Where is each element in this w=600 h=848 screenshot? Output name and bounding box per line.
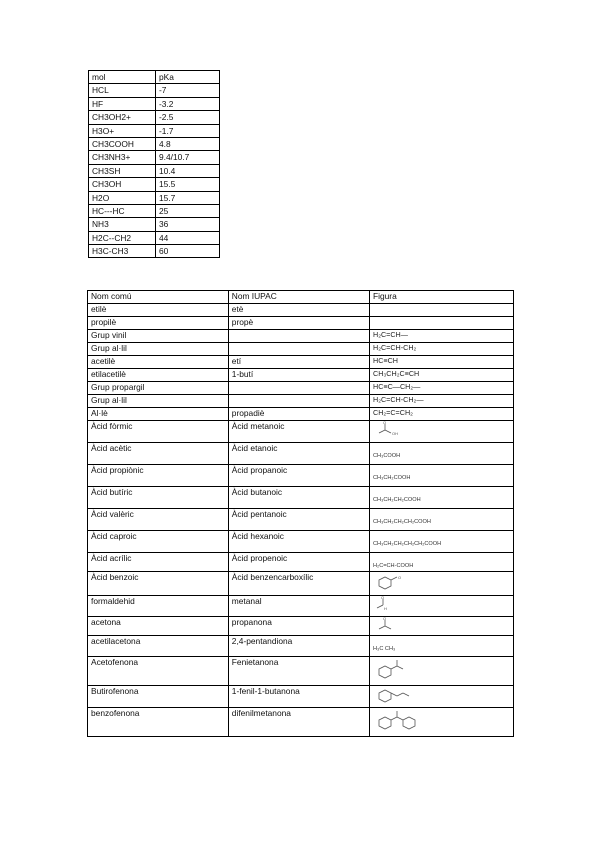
pka-header-pka: pKa	[156, 71, 220, 84]
iupac-name-cell: 2,4-pentandiona	[228, 636, 369, 657]
figure-cell	[370, 487, 514, 509]
names-row	[88, 553, 514, 572]
figure-cell	[370, 395, 514, 408]
pka-value-cell: -3.2	[156, 97, 220, 110]
iupac-name-cell: difenilmetanona	[228, 708, 369, 737]
iupac-name-cell: Fenietanona	[228, 657, 369, 686]
common-name-cell: Àcid acètic	[88, 443, 229, 465]
molecule-cell: CH3SH	[89, 164, 156, 177]
figure-cell	[370, 369, 514, 382]
common-name-cell: Àcid valèric	[88, 509, 229, 531]
structure-drawing	[373, 686, 423, 704]
structure-drawing	[373, 617, 403, 633]
common-name-cell: benzofenona	[88, 708, 229, 737]
svg-text:O: O	[398, 575, 402, 580]
common-name-cell: Àcid benzoic	[88, 572, 229, 596]
names-row	[88, 369, 514, 382]
formula-text: H₂C=CH-CH₂—	[373, 395, 424, 404]
figure-cell	[370, 572, 514, 596]
pka-row	[89, 191, 220, 204]
pka-row	[89, 97, 220, 110]
pka-value-cell: -2.5	[156, 111, 220, 124]
molecule-cell: CH3OH	[89, 178, 156, 191]
iupac-name-cell	[228, 382, 369, 395]
figure-cell	[370, 356, 514, 369]
figure-cell	[370, 553, 514, 572]
molecule-cell: CH3NH3+	[89, 151, 156, 164]
molecule-cell: H3O+	[89, 124, 156, 137]
pka-value-cell: 25	[156, 204, 220, 217]
pka-value-cell: 9.4/10.7	[156, 151, 220, 164]
common-name-cell: etilè	[88, 304, 229, 317]
common-name-cell: Àcid propiònic	[88, 465, 229, 487]
svg-text:H: H	[384, 606, 387, 611]
names-row	[88, 487, 514, 509]
common-name-cell: Grup al·lil	[88, 395, 229, 408]
names-row	[88, 465, 514, 487]
iupac-name-cell	[228, 330, 369, 343]
svg-text:O: O	[381, 596, 385, 600]
common-name-cell: acetilè	[88, 356, 229, 369]
common-name-cell: propilè	[88, 317, 229, 330]
figure-cell	[370, 686, 514, 708]
iupac-name-cell: Àcid pentanoic	[228, 509, 369, 531]
iupac-name-cell: Àcid propenoic	[228, 553, 369, 572]
names-row	[88, 531, 514, 553]
common-name-cell: Àcid acrílic	[88, 553, 229, 572]
common-name-cell: Grup al·lil	[88, 343, 229, 356]
figure-cell	[370, 382, 514, 395]
names-row	[88, 330, 514, 343]
header-iupac-name: Nom IUPAC	[228, 291, 369, 304]
formula-text: H₂C=CH—	[373, 330, 408, 339]
molecule-cell: H2C--CH2	[89, 231, 156, 244]
iupac-name-cell: 1-butí	[228, 369, 369, 382]
formula-text: CH₂=C=CH₂	[373, 408, 413, 417]
molecule-cell: H2O	[89, 191, 156, 204]
iupac-name-cell: propadiè	[228, 408, 369, 421]
pka-row	[89, 218, 220, 231]
pka-value-cell: 60	[156, 245, 220, 258]
names-row	[88, 617, 514, 636]
figure-cell	[370, 617, 514, 636]
figure-cell	[370, 408, 514, 421]
common-name-cell: acetona	[88, 617, 229, 636]
iupac-name-cell	[228, 343, 369, 356]
figure-cell	[370, 421, 514, 443]
pka-row	[89, 178, 220, 191]
pka-row	[89, 111, 220, 124]
iupac-name-cell: Àcid hexanoic	[228, 531, 369, 553]
molecule-cell: CH3OH2+	[89, 111, 156, 124]
common-name-cell: Grup vinil	[88, 330, 229, 343]
common-name-cell: Àcid butíric	[88, 487, 229, 509]
names-row	[88, 317, 514, 330]
common-name-cell: etilacetilè	[88, 369, 229, 382]
common-name-cell: acetilacetona	[88, 636, 229, 657]
header-common-name: Nom comú	[88, 291, 229, 304]
formula-text: CH₃CH₂CH₂COOH	[373, 497, 421, 503]
pka-value-cell: 15.5	[156, 178, 220, 191]
common-name-cell: formaldehid	[88, 596, 229, 617]
pka-header-mol: mol	[89, 71, 156, 84]
figure-cell	[370, 657, 514, 686]
names-row	[88, 343, 514, 356]
names-row	[88, 708, 514, 737]
pka-value-cell: 36	[156, 218, 220, 231]
names-row	[88, 686, 514, 708]
formula-text: CH₃CH₂C≡CH	[373, 369, 420, 378]
figure-cell	[370, 596, 514, 617]
pka-row	[89, 231, 220, 244]
structure-drawing	[373, 657, 413, 683]
names-row	[88, 657, 514, 686]
figure-cell	[370, 531, 514, 553]
iupac-name-cell: Àcid propanoic	[228, 465, 369, 487]
structure-drawing	[373, 596, 403, 612]
figure-cell	[370, 509, 514, 531]
iupac-name-cell: Àcid butanoic	[228, 487, 369, 509]
pka-row	[89, 245, 220, 258]
iupac-name-cell: 1-fenil-1-butanona	[228, 686, 369, 708]
pka-row	[89, 204, 220, 217]
names-row	[88, 509, 514, 531]
formula-text: HC≡CH	[373, 356, 398, 365]
names-row	[88, 421, 514, 443]
iupac-name-cell: propanona	[228, 617, 369, 636]
names-row	[88, 356, 514, 369]
pka-table	[88, 70, 220, 258]
figure-cell	[370, 343, 514, 356]
pka-value-cell: 4.8	[156, 137, 220, 150]
figure-cell	[370, 304, 514, 317]
pka-row	[89, 164, 220, 177]
formula-text: H₃C CH₃	[373, 646, 396, 652]
figure-cell	[370, 636, 514, 657]
common-name-cell: Acetofenona	[88, 657, 229, 686]
figure-cell	[370, 708, 514, 737]
names-row	[88, 572, 514, 596]
molecule-cell: HCL	[89, 84, 156, 97]
pka-row	[89, 84, 220, 97]
pka-row	[89, 137, 220, 150]
common-name-cell: Àcid caproic	[88, 531, 229, 553]
iupac-name-cell: etè	[228, 304, 369, 317]
molecule-cell: HF	[89, 97, 156, 110]
names-row	[88, 596, 514, 617]
figure-cell	[370, 443, 514, 465]
molecule-cell: NH3	[89, 218, 156, 231]
pka-row	[89, 151, 220, 164]
header-figure: Figura	[370, 291, 514, 304]
pka-value-cell: 10.4	[156, 164, 220, 177]
common-name-cell: Al·lè	[88, 408, 229, 421]
formula-text: CH₃COOH	[373, 453, 401, 459]
names-row	[88, 304, 514, 317]
iupac-name-cell: etí	[228, 356, 369, 369]
formula-text: CH₃CH₂CH₂CH₂COOH	[373, 519, 431, 525]
formula-text: H₂C=CH-CH₂	[373, 343, 417, 352]
names-row	[88, 443, 514, 465]
formula-text: CH₃CH₂COOH	[373, 475, 411, 481]
figure-cell	[370, 330, 514, 343]
formula-text: H₂C=CH-COOH	[373, 563, 414, 569]
iupac-name-cell: Àcid etanoic	[228, 443, 369, 465]
iupac-name-cell: Àcid benzencarboxílic	[228, 572, 369, 596]
common-name-cell: Butirofenona	[88, 686, 229, 708]
iupac-name-cell	[228, 395, 369, 408]
figure-cell	[370, 317, 514, 330]
names-row	[88, 408, 514, 421]
iupac-name-cell: propè	[228, 317, 369, 330]
svg-text:OH: OH	[392, 431, 398, 436]
svg-text:O: O	[383, 421, 387, 425]
names-row	[88, 395, 514, 408]
molecule-cell: H3C-CH3	[89, 245, 156, 258]
names-table	[87, 290, 514, 737]
formula-text: CH₃CH₂CH₂CH₂CH₂COOH	[373, 541, 442, 547]
pka-value-cell: 44	[156, 231, 220, 244]
pka-header-row	[89, 71, 220, 84]
formula-text: HC≡C—CH₂—	[373, 382, 421, 391]
structure-drawing	[373, 708, 423, 734]
pka-value-cell: -7	[156, 84, 220, 97]
figure-cell	[370, 465, 514, 487]
molecule-cell: CH3COOH	[89, 137, 156, 150]
svg-text:O: O	[383, 617, 387, 621]
structure-drawing	[373, 421, 403, 439]
pka-row	[89, 124, 220, 137]
pka-value-cell: -1.7	[156, 124, 220, 137]
names-row	[88, 382, 514, 395]
iupac-name-cell: metanal	[228, 596, 369, 617]
common-name-cell: Grup propargil	[88, 382, 229, 395]
pka-value-cell: 15.7	[156, 191, 220, 204]
names-row	[88, 636, 514, 657]
iupac-name-cell: Àcid metanoic	[228, 421, 369, 443]
names-header-row	[88, 291, 514, 304]
common-name-cell: Àcid fòrmic	[88, 421, 229, 443]
structure-drawing	[373, 572, 409, 592]
molecule-cell: HC---HC	[89, 204, 156, 217]
